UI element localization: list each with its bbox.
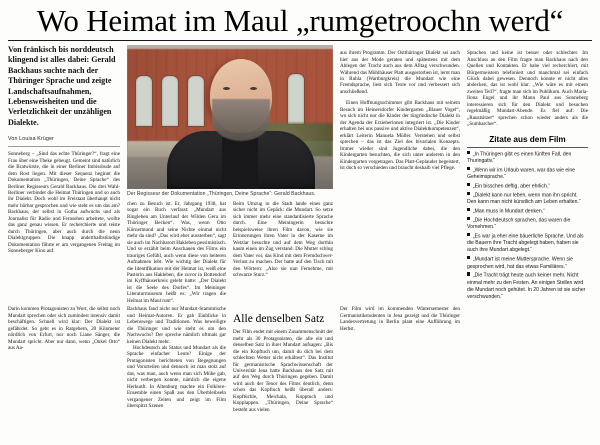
quote-item [467, 151, 588, 166]
quote-item [467, 272, 588, 301]
headline-divider [8, 40, 592, 41]
quote-item [467, 167, 588, 182]
bullet-icon [467, 256, 470, 259]
photo-subject-shirt [222, 137, 258, 189]
quote-text: „Dialekt kann nur leben, wenn man ihn spricht. Den kann man nicht künstlich am Leben erhalten.“ [467, 192, 581, 206]
quote-text: „Ein bisschen deftig, aber ehrlich.“ [472, 183, 550, 190]
column-2-top-b [233, 201, 333, 304]
paragraph: Einen Hoffnungsschimmer gibt Backhaus mit seinem Besuch im Heinersdorfer Kindergarten „Blauer Vogel“, wo sich nicht nur die Kinder der türgrindische Dialekt in der Agenda der Erzieherinnen integriert ist. „Die Kinder erhalten bei uns passive und aktive Dialektkompetenzen“, erklärt Leiterin Manuela Müller. Verstehen und selbst sprechen – das ist das Ziel des bivarialen Konzepts. Immer wieder sind Jugendliche dabei, die den Kindergarten besuchten, die sich unter anderem in den Kindergarten vorgetragen. Das Platt-Geplauder begeistert, ist doch so verschieden und braucht deshalb viel Pflege. [340, 100, 460, 171]
photo-caption: Der Regisseur der Dokumentation „Thüringen, Deine Sprache“: Gerald Backhaus. [127, 191, 316, 197]
lead-paragraph: Von fränkisch bis norddeutsch klingend ist alles dabei: Gerald Backhaus suchte nach der Thüringer Sprache und zeigte Landschaftsaufnahmen, Lebensweisheiten und die Verletzlichkeit der unzähligen Dialekte. [8, 45, 116, 127]
photo-block [127, 45, 333, 304]
quote-box-title: Zitate aus dem Film [467, 134, 588, 148]
column-3 [340, 45, 460, 177]
quote-text: „Mundart ist meine Muttersprache. Wenn sie gesprochen wird, hat das etwas Familiäres.“ [467, 256, 574, 270]
paragraph: Hochdeutsch als Status und Mundart als die Sprache einfacher Leute? Einige der Protagonisten berichteten von Begegnungen und Vorurteilen und dennoch ist man stolz auf das, was man, auch wenn man sich Mühe gab, nicht verbergen konnte, nämlich die eigene Herkunft. In Altenburg machte ein Folklore-Ensemble einen Spaß aus den Überbleibseln vergangener Zeiten und zeigt im Film überspitzt Szenen [127, 344, 226, 410]
bullet-icon [467, 192, 470, 195]
quote-item [467, 233, 588, 255]
bullet-icon [467, 217, 470, 220]
photo-window [161, 75, 179, 127]
column-1-top [8, 151, 120, 254]
byline: Von Louisa Krüger [8, 136, 120, 147]
photo-window [135, 75, 153, 127]
quote-item [467, 256, 588, 271]
quote-text: „Wenn wir im Urlaub waren, war das wie eine Geheimsprache.“ [467, 167, 575, 181]
lower-band [8, 306, 592, 413]
quote-item [467, 192, 588, 207]
page-title: Wo Heimat im Maul „rumgetroochn werd“ [36, 3, 564, 38]
newspaper-page [0, 4, 600, 445]
paragraph: Der Film wird im kommenden Wintersemester den Germanistikstudenten in Jena gezeigt und die Thüringer Landesvertretung in Berlin plant eine Aufführung im Herbst. [340, 306, 460, 332]
quote-item [467, 217, 588, 232]
paragraph: Sprachen und keine ist besser oder schlechter. Im Anschluss an den Film fragte man Backhaus nach den Quellen und Kontakten. Er habe viel recherchiert, mit Bürgermeistern telefoniert und manchmal sei einfach Glück dabei gewesen. Dennoch konnte er nicht alles abdecken, das ist wohl klar. „Wie wäre es mit einem zweiten Teil?“, fragte man sich im Publikum. Auch Maria-Ilona Engel und ihr Mann Paul aus Sonneberg interessieren sich für den Dialekt und besuchen regelmäßig Mundart-Abende. Es fiel auf: Die „Raustsitzer“ sprechen schon wieder anders als die „Sumbarcher“. [467, 50, 588, 128]
quote-text: „Man muss in Mundart denken.“ [472, 208, 545, 215]
quote-text: „Es war ja eher eine bäuerliche Sprache. Und als die Bauern ihre Tracht abgelegt haben, haben sie auch ihre Mundart abgelegt.“ [467, 233, 584, 254]
quote-item [467, 183, 588, 190]
photo-window [187, 75, 205, 127]
photo-subject-eye-right [250, 87, 257, 90]
column-3-bottom [340, 306, 460, 332]
bullet-icon [467, 183, 470, 186]
column-2b-bottom [233, 306, 333, 413]
quote-text: „In Thüringen gibt es einen fünften Fall, den Thuringativ.“ [467, 150, 572, 165]
bullet-icon [467, 208, 470, 211]
article-photo [127, 45, 333, 189]
photo-subject-eye-left [223, 87, 230, 90]
bullet-icon [467, 272, 470, 275]
column-2-bottom [127, 306, 226, 409]
photo-subject-beard [212, 99, 270, 141]
bullet-icon [467, 233, 470, 236]
section-subhead: Alle denselben Satz [233, 313, 325, 326]
paragraph: Beim Umzug in die Stadt lande eines ganz sicher nicht im Gepäck: die Mundart. So setze sich immer mehr eine standardisierte Sprache durch. Eine Meiningerin besuchte beispielsweise ihren Film davon, wie sie Erinnerungen ihren Vater in der Kaserne im Wetzlar besuchte und auf dem Weg dorthin kaum einen im Zug verstand. Die Mutter schlug dem Vater vor, das Kind mit dem Fremdschwer-Verlust zu machen. Der hatte auf den Tisch mit den Wörtern: „Also sie nun Fernehme, mit schwarze Sturz.“ [233, 201, 333, 278]
lead-column [8, 45, 120, 255]
column-2-top [127, 201, 226, 304]
bullet-icon [467, 151, 470, 154]
paragraph: Der Film endet mit einem Zusammenschnitt der mehr als 30 Protagonisten, die alle ein und denselben Satz in ihrer Mundart aufsagen: „Bis die ein Kopftuch um, damit du dich bei dem schlechten Wetter nicht erkältest“. Das Institut für germanistische Sprachwissenschaft der Universität Jena hatte Backhaus den Satz mit auf den Weg durch Thüringen gegeben. Damit wird auch der Tenor des Films deutlich, denn schon das Kopftuch heißt überall anders: Kopftüchle, Meichala, Kopptuch und Kopplappen. „Thüringen, Deine Sprache“ besteht aus vielen [233, 329, 333, 413]
column-4 [467, 45, 588, 302]
paragraph: Backhaus fand nicht nur Mundart-Stammtische und Heimat-Autoren. Er gab Einblicke in Lebenswege und Traditionen. Was beweiligte die Thüringer und wie steht es um den Nachwuchs? Der spreche nämlich oftmals gar keinen Dialekt mehr. [127, 306, 226, 345]
paragraph: Darin kommen Protagonisten zu Wort, die selbst noch Mundart sprechen oder sich zumindest intensiv damit beschäftigen. Schnell wird klar: Der Dialekt ist gefährdet. So geht es in Ratgebern, 20 Kilometer nördlich von Erfurt, nur noch Liane Sänger, die Mundart spricht. Aber nur dann, wenn „Onkel Otto“ aus Aa- [8, 306, 120, 351]
column-1-bottom [8, 306, 120, 351]
quote-text: „Die Hochdeutsch sprachen, das waren die Vornehmen.“ [467, 217, 571, 231]
paragraph: Sonneberg – „Sind das echte Thüringer?“, fragt eine Frau über eine Theke gebeugt. Gemeint sind natürlich die Bratwürste, die in einer Berliner Imbissbude auf dem Rost liegen. Mit dieser Sequenz beginnt die Dokumentation „Thüringen, Deine Sprache“ des Berliner Regisseurs Gerald Backhaus. Die drei Wahl-Berliner verbindet die Heimat Thüringen und so auch ihr Dialekt. Doch wohl im Freistaat überhaupt nicht mehr hörbar gesprochen und wie steht es um das am? Backhaus, der selbst in Gotha aufwuchs und als Journalist für Radio und Fernsehen arbeitete, wollte das ganz genau wissen. Er recherchierte und reiste durch Thüringen, aber auch durch die neun Dialektgruppen. Die knapp anderthalbstündige Dokumentation führte er am vergangenen Freitag im Sonneberger Kino auf. [8, 151, 120, 255]
paragraph: chen zu Besuch ist. Er, Jahrgang 1938, hat sogar ein Buch verfasst: „Mundart aus Ringleben am Unterlauf der Wilden Gera im Thüringer Becken“. Was, wenn Otto Körnermund und seine Nichte einmal nicht mehr da sind? „Das wird eher aussterben“, sagt sie auch im Nachbarort Hakleben pessimistisch. Und so erzählt beim Anschauen des Films ein trauriges Gefühl, auch wenn diese von heiteren Aufnahmen lebt. Wie wichtig der Dialekt für die Identifikation mit der Heimat ist, weiß eine Pastorin aus Hakleben, die zuvor in Bottendorf im Kyffhäuserkreis gelebt hatte: „Der Dialekt ist die Seele des Dorfes“. Im Meininger Literaturmuseum heißt es: „Wir tragen die Heimat im Maul rum“. [127, 201, 226, 304]
quote-item [467, 208, 588, 215]
quote-text: „Die Tracht trägt heute auch keiner mehr. Nicht einmal mehr zu den Festen. An einigen Stellen wird die Mundart noch gehütet. In 20 Jahren ist sie sicher verschwunden.“ [467, 272, 586, 300]
paragraph: aus ihrem Programm. Der Ostthüringer Dialekt sei auch hier aus der Mode geraten und spätestens mit dem Ablegen der Tracht auch aus dem Alltag verschwunden. Während das Mühlhäuser Platt ausgestorben ist, lernt man in Ruhla (Wartburgkreis) die Mundart wie eine Fremdsprache, liest sich Texte vor und verbessert sich anschließend. [340, 50, 460, 95]
top-band [8, 45, 592, 304]
bullet-icon [467, 167, 470, 170]
photo-window [287, 73, 305, 125]
